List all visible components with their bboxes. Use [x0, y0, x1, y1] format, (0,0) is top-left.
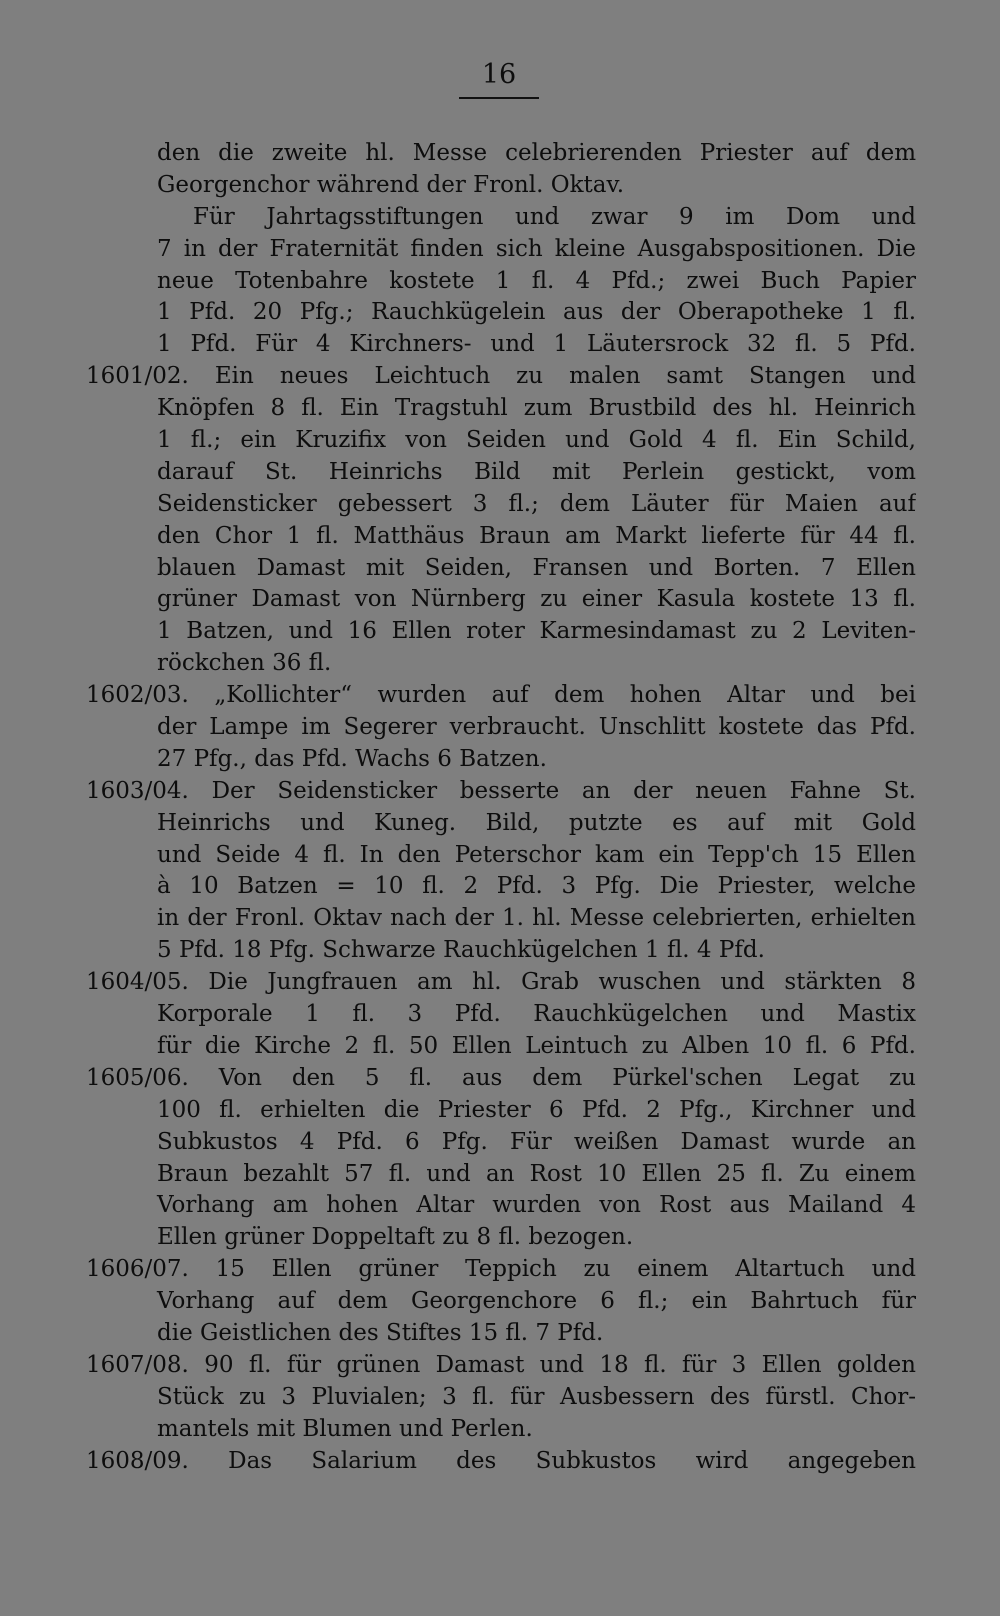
text-line: den die zweite hl. Messe celebrierenden Priester auf dem — [157, 140, 916, 166]
text-line: Subkustos 4 Pfd. 6 Pfg. Für weißen Damast wurde an — [157, 1128, 916, 1155]
text-line: darauf St. Heinrichs Bild mit Perlein gestickt, vom — [157, 458, 916, 485]
page-number: 16 — [481, 59, 517, 90]
text-line: 1601/02. Ein neues Leichtuch zu malen samt Stangen und — [86, 363, 916, 390]
text-line: Knöpfen 8 fl. Ein Tragstuhl zum Brustbild des hl. Heinrich — [157, 395, 916, 422]
text-line: 100 fl. erhielten die Priester 6 Pfd. 2 Pfg., Kirchner und — [157, 1096, 916, 1123]
text-line: Für Jahrtagsstiftungen und zwar 9 im Dom und — [193, 203, 916, 230]
text-line: die Geistlichen des Stiftes 15 fl. 7 Pfd. — [157, 1319, 604, 1346]
text-line: Vorhang auf dem Georgenchore 6 fl.; ein Bahrtuch für — [157, 1288, 916, 1315]
text-line: 1608/09. Das Salarium des Subkustos wird angegeben — [86, 1447, 916, 1474]
text-line: und Seide 4 fl. In den Peterschor kam ein Tepp'ch 15 Ellen — [157, 841, 916, 868]
page-number-rule — [459, 97, 539, 99]
text-line: röckchen 36 fl. — [157, 650, 332, 677]
text-line: Ellen grüner Doppeltaft zu 8 fl. bezogen. — [157, 1224, 634, 1251]
text-line: 1604/05. Die Jungfrauen am hl. Grab wuschen und stärkten 8 — [86, 969, 916, 996]
text-line: 5 Pfd. 18 Pfg. Schwarze Rauchkügelchen 1 fl. 4 Pfd. — [157, 937, 765, 964]
text-line: Braun bezahlt 57 fl. und an Rost 10 Ellen 25 fl. Zu einem — [157, 1160, 916, 1187]
text-line: den Chor 1 fl. Matthäus Braun am Markt lieferte für 44 fl. — [157, 522, 916, 549]
text-line: à 10 Batzen = 10 fl. 2 Pfd. 3 Pfg. Die Priester, welche — [157, 873, 916, 900]
text-line: Seidensticker gebessert 3 fl.; dem Läuter für Maien auf — [157, 490, 916, 517]
text-line: blauen Damast mit Seiden, Fransen und Borten. 7 Ellen — [157, 554, 916, 581]
text-line: 1 Pfd. 20 Pfg.; Rauchkügelein aus der Oberapotheke 1 fl. — [157, 299, 916, 326]
text-line: 7 in der Fraternität finden sich kleine Ausgabspositionen. Die — [157, 235, 916, 262]
text-line: 1602/03. „Kollichter“ wurden auf dem hohen Altar und bei — [86, 682, 916, 709]
text-line: 1 Pfd. Für 4 Kirchners- und 1 Läutersrock 32 fl. 5 Pfd. — [157, 331, 916, 358]
text-line: 1607/08. 90 fl. für grünen Damast und 18 fl. für 3 Ellen golden — [86, 1351, 916, 1378]
text-line: 1605/06. Von den 5 fl. aus dem Pürkel'schen Legat zu — [86, 1064, 916, 1091]
text-line: 1603/04. Der Seidensticker besserte an der neuen Fahne St. — [86, 777, 916, 804]
text-line: 27 Pfg., das Pfd. Wachs 6 Batzen. — [157, 745, 547, 772]
text-line: mantels mit Blumen und Perlen. — [157, 1415, 533, 1442]
text-line: 1 Batzen, und 16 Ellen roter Karmesindamast zu 2 Leviten- — [157, 618, 916, 645]
body-text — [86, 138, 916, 1477]
text-line: Korporale 1 fl. 3 Pfd. Rauchkügelchen und Mastix — [157, 1001, 916, 1028]
text-line: 1606/07. 15 Ellen grüner Teppich zu einem Altartuch und — [86, 1256, 916, 1283]
text-line: neue Totenbahre kostete 1 fl. 4 Pfd.; zwei Buch Papier — [157, 267, 916, 294]
text-line: grüner Damast von Nürnberg zu einer Kasula kostete 13 fl. — [157, 586, 916, 613]
text-line: in der Fronl. Oktav nach der 1. hl. Messe celebrierten, erhielten — [157, 905, 916, 932]
text-line: Heinrichs und Kuneg. Bild, putzte es auf mit Gold — [157, 809, 916, 836]
text-line: Georgenchor während der Fronl. Oktav. — [157, 171, 625, 198]
text-line: Stück zu 3 Pluvialen; 3 fl. für Ausbessern des fürstl. Chor- — [157, 1383, 916, 1410]
text-line: für die Kirche 2 fl. 50 Ellen Leintuch zu Alben 10 fl. 6 Pfd. — [157, 1032, 916, 1059]
text-line: der Lampe im Segerer verbraucht. Unschlitt kostete das Pfd. — [157, 714, 916, 741]
text-line: Vorhang am hohen Altar wurden von Rost aus Mailand 4 — [157, 1192, 916, 1219]
text-line: 1 fl.; ein Kruzifix von Seiden und Gold 4 fl. Ein Schild, — [157, 427, 916, 454]
